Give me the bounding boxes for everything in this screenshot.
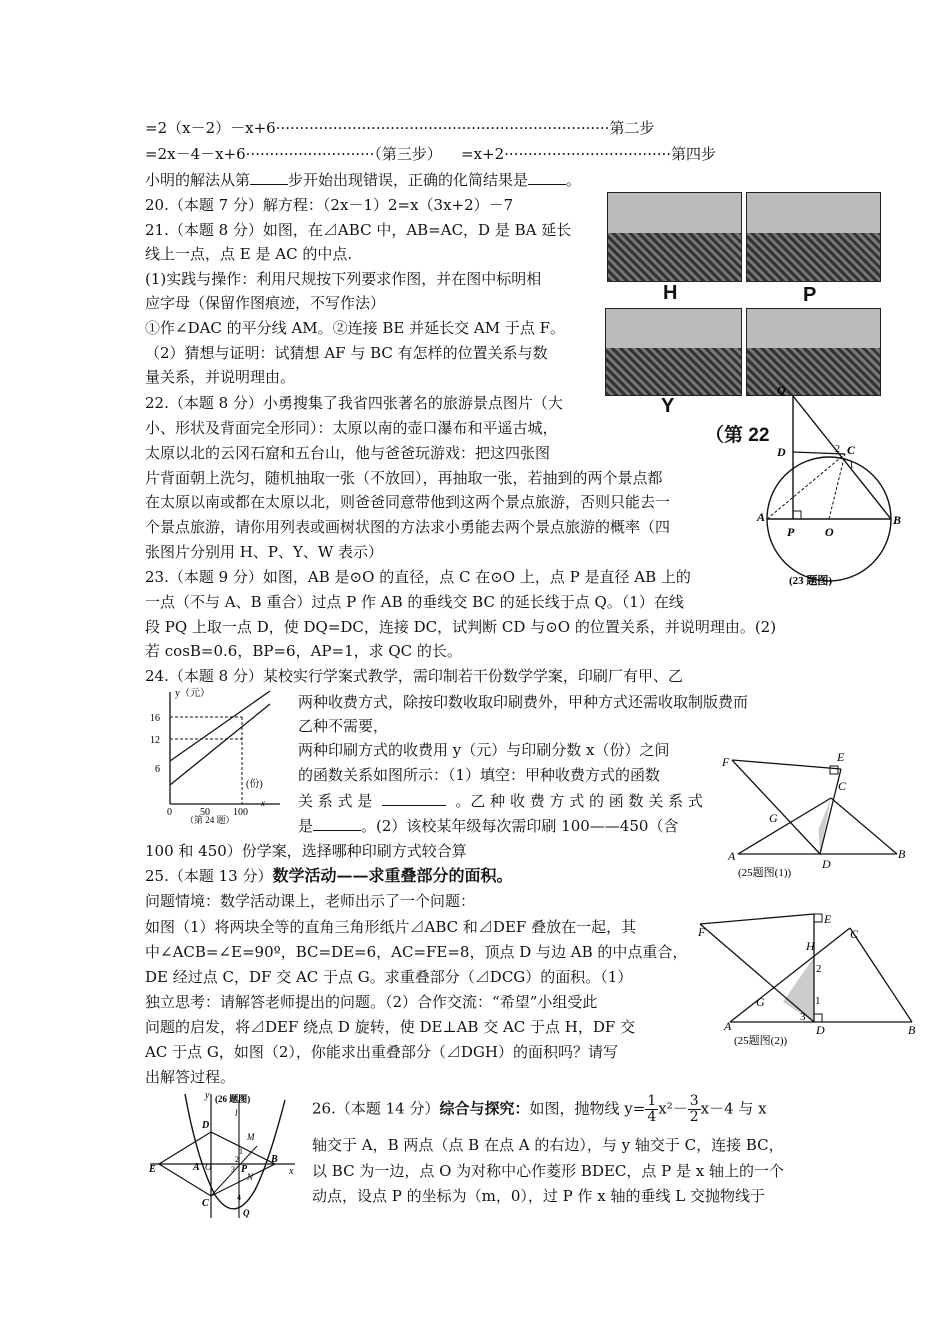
question-24-line: 100 和 450）份学案，选择哪种印刷方式较合算 (145, 842, 467, 860)
answer-blank (528, 184, 566, 185)
label-o: O (825, 525, 834, 539)
question-24-line: 的函数关系如图所示：（1）填空：甲种收费方式的函数 (298, 766, 661, 784)
denominator: 2 (689, 1109, 699, 1125)
label-c: C (850, 927, 859, 941)
label-l: l (235, 1108, 238, 1118)
line-oc (829, 454, 845, 519)
x-axis-label: x (261, 798, 265, 808)
photo-sky (608, 193, 741, 233)
text: 。(2）该校某年级每次需印刷 100——450（含 (361, 817, 679, 835)
numerator: 3 (689, 1093, 699, 1109)
right-angle-mark (830, 766, 838, 774)
photo-label-h: H (663, 282, 678, 304)
tick-6: 6 (155, 764, 160, 775)
label-a: A (728, 849, 736, 863)
text: 步开始出现错误，正确的化简结果是 (288, 171, 529, 189)
photo-label-p: P (803, 284, 817, 306)
label-b: B (893, 513, 902, 527)
label-q: Q (243, 1208, 250, 1218)
question-21-line: 线上一点，点 E 是 AC 的中点. (145, 245, 353, 263)
question-23-line: 段 PQ 上取一点 D，使 DQ=DC，连接 DC，试判断 CD 与⊙O 的位置关系，并说明理由。(2) (145, 618, 777, 636)
label-d: D (202, 1120, 210, 1131)
angle-label-1: 1 (849, 460, 854, 471)
text: 26.（本题 14 分） (312, 1099, 440, 1118)
question-24-line: 两种印刷方式的收费用 y（元）与印刷分数 x（份）之间 (298, 741, 670, 759)
text: 。乙 种 收 费 方 式 的 函 数 关 系 式 (455, 792, 703, 810)
question-21-line: （2）猜想与证明：试猜想 AF 与 BC 有怎样的位置关系与数 (145, 344, 548, 362)
label-c: C (838, 779, 847, 793)
photo-caption: （第 22 (705, 425, 770, 446)
text: 综合与探究： (439, 1099, 530, 1118)
answer-blank (250, 184, 288, 185)
text: 25.（本题 13 分） (145, 867, 273, 885)
question-26-line: 轴交于 A，B 两点（点 B 在点 A 的右边），与 y 轴交于 C，连接 BC， (312, 1136, 784, 1154)
label-n: N (247, 1172, 254, 1182)
photo-y (605, 308, 742, 396)
line-ac (767, 454, 845, 519)
side-cb (831, 798, 897, 854)
question-21-line: 21.（本题 8 分）如图，在⊿ABC 中，AB=AC，D 是 BA 延长 (145, 221, 572, 239)
question-21-line: ①作∠DAC 的平分线 AM。②连接 BE 并延长交 AM 于点 F。 (145, 319, 566, 337)
question-24-line (298, 790, 703, 812)
angle-label-1: 1 (815, 995, 821, 1007)
label-g: G (769, 811, 778, 825)
side-fe (732, 760, 841, 769)
side-ac (738, 798, 831, 854)
line-error-question (145, 169, 581, 191)
right-angle-mark (793, 511, 801, 519)
question-24-line: 24.（本题 8 分）某校实行学案式教学，需印制若干份数学学案，印刷厂有甲、乙 (145, 667, 683, 685)
right-angle-mark (814, 914, 822, 922)
photo-w (746, 308, 881, 396)
question-22-line: 个景点旅游，请你用列表或画树状图的方法求小勇能去两个景点旅游的概率（四 (145, 518, 671, 536)
text: 小明的解法从第 (145, 171, 251, 189)
label-c: C (202, 1198, 209, 1209)
label-y: y (205, 1090, 210, 1101)
question-24-line: 两种收费方式，除按印数收取印刷费外，甲种方式还需收取制版费而 (298, 693, 749, 711)
figure-25-1-caption: (25题图(1)) (738, 867, 792, 879)
label-h: H (806, 939, 815, 953)
question-20: 20.（本题 7 分）解方程：（2x－1）2=x（3x+2）－7 (145, 196, 514, 214)
question-25-heading (145, 865, 513, 887)
unit-label: (份) (246, 779, 263, 790)
figure-25-2 (700, 908, 920, 1048)
line-step4: =x+2···································第四步 (461, 145, 717, 163)
question-21-line: 量关系，并说明理由。 (145, 368, 296, 386)
line-step2: =2（x－2）－x+6······································································第二步 (145, 119, 655, 137)
answer-blank (313, 830, 361, 831)
question-25-line: DE 经过点 C，DF 交 AC 于点 G。求重叠部分（⊿DCG）的面积。（1） (145, 968, 633, 986)
label-d: D (822, 857, 831, 871)
figure-24-chart (145, 684, 285, 824)
figure-25-1 (722, 744, 912, 880)
figure-25-2-caption: (25题图(2)) (734, 1035, 788, 1047)
label-a: A (724, 1019, 732, 1033)
text: 如图，抛物线 y= (529, 1099, 646, 1118)
question-22-line: 太原以北的云冈石窟和五台山，他与爸爸玩游戏：把这四张图 (145, 444, 551, 462)
side-cb (850, 928, 912, 1022)
label-e: E (824, 912, 832, 926)
tick-0: 0 (167, 807, 172, 818)
figure-23-caption: (23 题图) (789, 575, 833, 587)
question-25-line: 问题情境：数学活动课上，老师出示了一个问题： (145, 892, 476, 910)
label-a: A (757, 510, 766, 524)
label-e: E (149, 1164, 156, 1175)
line-jia (170, 691, 270, 761)
photo-sky (747, 193, 880, 233)
answer-blank (382, 805, 446, 806)
label-e: E (837, 750, 845, 764)
label-o: O (205, 1162, 212, 1172)
label-q: Q (777, 383, 786, 397)
y-axis-label: y（元） (175, 688, 210, 699)
figure-26-caption: (26 题图) (215, 1094, 251, 1104)
figure-23 (755, 384, 905, 590)
photo-sky (747, 309, 880, 348)
question-21-line: (1)实践与操作：利用尺规按下列要求作图，并在图中标明相 (145, 270, 542, 288)
question-25-line: 中∠ACB=∠E=90º，BC=DE=6，AC=FE=8，顶点 D 与边 AB 的中点重合， (145, 943, 688, 961)
photo-land (606, 348, 741, 395)
label-a: A (193, 1162, 200, 1173)
question-24-line (298, 815, 678, 837)
fraction-quarter (645, 1094, 658, 1125)
label-b: B (908, 1023, 916, 1037)
photo-land (608, 233, 741, 281)
question-25-line: 问题的启发，将⊿DEF 绕点 D 旋转，使 DE⊥AB 交 AC 于点 H，DF 交 (145, 1018, 636, 1036)
question-22-line: 张图片分别用 H、P、Y、W 表示） (145, 543, 384, 561)
angle-label-2: 2 (816, 963, 822, 975)
question-23-line: 一点（不与 A、B 重合）过点 P 作 AB 的垂线交 BC 的延长线于点 Q。（1）在线 (145, 593, 684, 611)
photo-h (607, 192, 742, 282)
label-p: P (787, 525, 795, 539)
photo-p (746, 192, 881, 282)
question-25-line: 出解答过程。 (145, 1068, 236, 1086)
question-25-line: 如图（1）将两块全等的直角三角形纸片⊿ABC 和⊿DEF 叠放在一起，其 (145, 918, 637, 936)
question-26-line: 动点，设点 P 的坐标为（m，0），过 P 作 x 轴的垂线 L 交抛物线于 (312, 1187, 766, 1205)
label-d: D (816, 1023, 825, 1037)
label-f: F (698, 925, 706, 939)
angle-label-2: 2 (835, 444, 840, 455)
text: 关 系 式 是 (298, 792, 373, 810)
label-p: P (241, 1164, 248, 1175)
text: x²－ (658, 1099, 688, 1118)
tick-16: 16 (150, 713, 160, 724)
side-fe (700, 914, 814, 924)
tick-100: 100 (233, 807, 248, 818)
side-ac (730, 928, 850, 1022)
photo-land (747, 233, 880, 281)
question-23-line: 若 cosB=0.6，BP=6，AP=1，求 QC 的长。 (145, 642, 462, 660)
question-25-line: AC 于点 G，如图（2），你能求出重叠部分（⊿DGH）的面积吗？请写 (145, 1043, 618, 1061)
line-step3: =2x－4－x+6···························（第三步） (145, 145, 442, 163)
line-yi (170, 704, 270, 785)
photo-label-y: Y (661, 395, 675, 417)
question-26-line: 以 BC 为一边，点 O 为对称中心作菱形 BDEC，点 P 是 x 轴上的一个 (312, 1162, 785, 1180)
side-fd (732, 760, 820, 854)
angle-label-3: 3 (800, 1011, 806, 1023)
question-25-line: 独立思考：请解答老师提出的问题。（2）合作交流：“希望”小组受此 (145, 993, 598, 1011)
label-m: M (247, 1132, 255, 1142)
question-25-title: 数学活动——求重叠部分的面积。 (272, 866, 513, 885)
line-step3-4 (145, 143, 716, 165)
overlap-dcg (819, 798, 832, 854)
right-angle-mark (814, 1014, 822, 1022)
question-24-line: 乙种不需要， (298, 717, 389, 735)
label-b: B (271, 1154, 278, 1165)
number-2: 2 (235, 1155, 239, 1164)
text: 。 (566, 171, 582, 189)
photo-sky (606, 309, 741, 348)
number-3: 3 (231, 1165, 235, 1174)
figure-24-caption: （第 24 题） (185, 815, 235, 825)
figure-26 (145, 1090, 300, 1222)
tick-50: 50 (200, 807, 210, 818)
fraction-three-halves (688, 1094, 701, 1125)
question-23-line: 23.（本题 9 分）如图，AB 是⊙O 的直径，点 C 在⊙O 上，点 P 是直径 AB 上的 (145, 568, 691, 586)
question-21-line: 应字母（保留作图痕迹，不写作法） (145, 294, 386, 312)
number-4: 4 (237, 1193, 241, 1202)
label-b: B (898, 847, 906, 861)
tick-12: 12 (150, 735, 160, 746)
label-g: G (756, 995, 765, 1009)
question-22-line: 22.（本题 8 分）小勇搜集了我省四张著名的旅游景点图片（大 (145, 394, 563, 412)
text: x－4 与 x (700, 1099, 767, 1118)
label-f: F (722, 755, 730, 769)
number-1: 1 (239, 1147, 243, 1156)
question-22-line: 在太原以南或都在太原以北，则爸爸同意带他到这两个景点旅游，否则只能去一 (145, 493, 671, 511)
question-26-line (312, 1094, 767, 1125)
text: 是 (298, 817, 314, 835)
label-c: C (847, 443, 856, 457)
numerator: 1 (647, 1093, 657, 1109)
line-qb (793, 396, 891, 519)
question-22-line: 小、形状及背面完全形同）：太原以南的壶口瀑布和平遥古城， (145, 419, 558, 437)
denominator: 4 (647, 1109, 657, 1125)
overlap-dgh (783, 957, 814, 1022)
question-22-line: 片背面朝上洗匀，随机抽取一张（不放回），再抽取一张，若抽到的两个景点都 (145, 469, 663, 487)
label-d: D (777, 445, 786, 459)
label-x: x (289, 1166, 294, 1177)
